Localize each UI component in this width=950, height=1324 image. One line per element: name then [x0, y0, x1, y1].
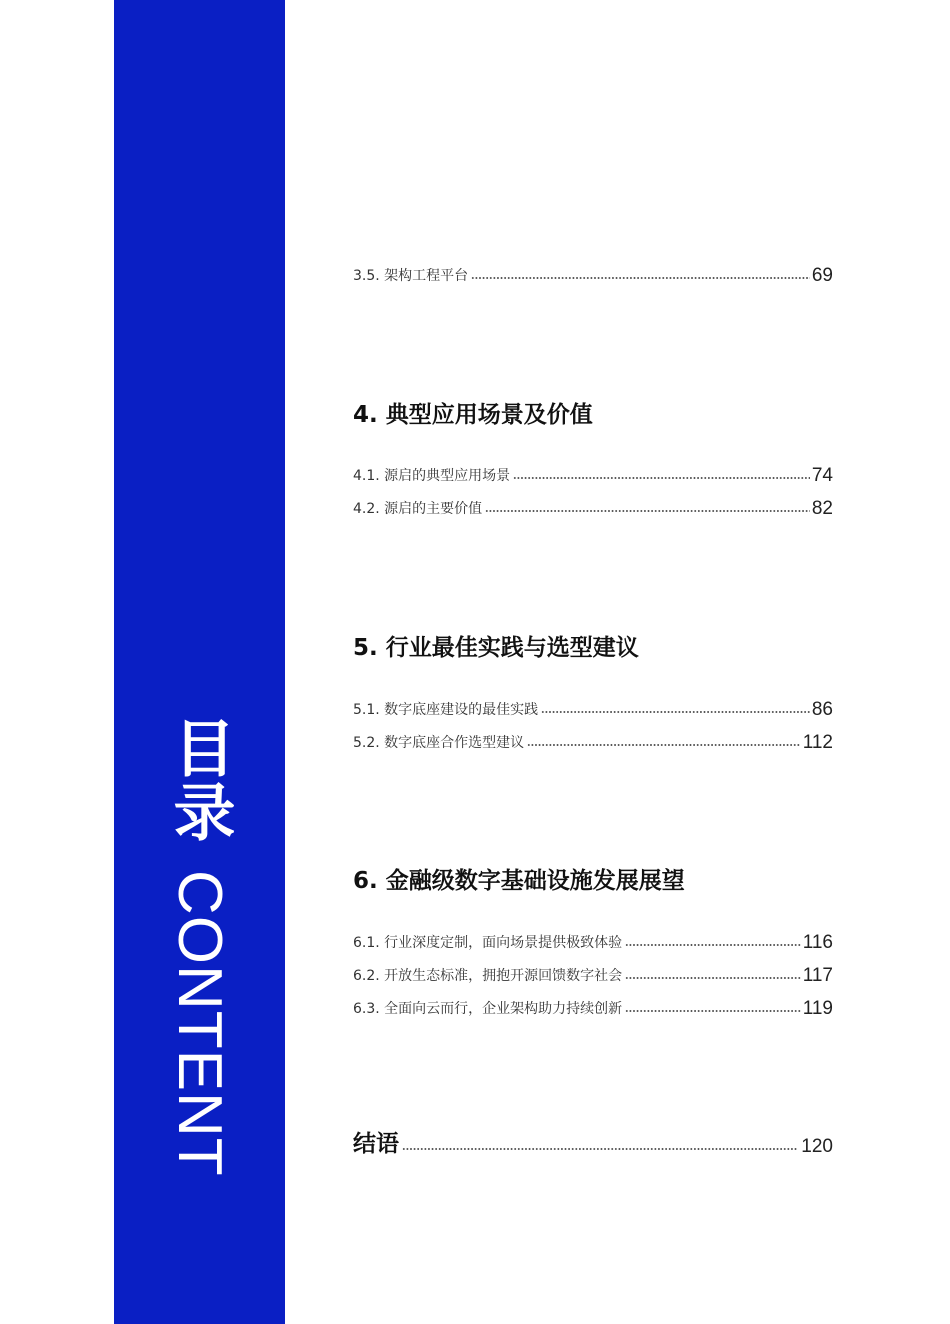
toc-entry-6-3[interactable]: [353, 996, 833, 1018]
dot-leader: [625, 1009, 801, 1013]
toc-heading-en: CONTENT: [165, 870, 234, 1177]
section-title-4[interactable]: 4. 典型应用场景及价值: [353, 402, 593, 428]
dot-leader: [513, 476, 810, 480]
toc-entry-page: 86: [811, 699, 833, 720]
dot-leader: [541, 710, 810, 714]
toc-entry-label: 3.5. 架构工程平台: [353, 268, 469, 284]
closing-page: 120: [801, 1136, 833, 1157]
section-title-5[interactable]: 5. 行业最佳实践与选型建议: [353, 635, 639, 661]
toc-entry-label: 6.1. 行业深度定制，面向场景提供极致体验: [353, 935, 623, 951]
dot-leader: [402, 1147, 798, 1151]
toc-entry-label: 6.2. 开放生态标准，拥抱开源回馈数字社会: [353, 968, 623, 984]
toc-entry-label: 5.2. 数字底座合作选型建议: [353, 735, 525, 751]
dot-leader: [527, 743, 801, 747]
closing-label: 结语: [353, 1131, 399, 1157]
toc-entry-5-1[interactable]: [353, 697, 833, 719]
toc-entry-label: 4.1. 源启的典型应用场景: [353, 468, 511, 484]
toc-entry-label: 5.1. 数字底座建设的最佳实践: [353, 702, 539, 718]
dot-leader: [625, 976, 801, 980]
dot-leader: [625, 943, 801, 947]
dot-leader: [471, 276, 810, 280]
toc-entry-page: 69: [811, 265, 833, 286]
toc-entry-4-1[interactable]: [353, 463, 833, 485]
toc-entry-page: 112: [802, 732, 833, 753]
toc-entry-4-2[interactable]: [353, 496, 833, 518]
toc-entry-page: 117: [802, 965, 833, 986]
toc-entry-label: 4.2. 源启的主要价值: [353, 501, 483, 517]
toc-entry-page: 82: [811, 498, 833, 519]
toc-entry-6-1[interactable]: [353, 930, 833, 952]
toc-entry-label: 6.3. 全面向云而行，企业架构助力持续创新: [353, 1001, 623, 1017]
toc-heading: [163, 716, 236, 1177]
toc-entry-page: 119: [802, 998, 833, 1019]
toc-entry-3-5[interactable]: [353, 263, 833, 285]
toc-heading-cn: 目录: [163, 716, 236, 844]
toc-entry-closing[interactable]: [353, 1128, 833, 1158]
section-title-6[interactable]: 6. 金融级数字基础设施发展展望: [353, 868, 685, 894]
toc-entry-page: 116: [802, 932, 833, 953]
toc-entry-6-2[interactable]: [353, 963, 833, 985]
toc-entry-page: 74: [811, 465, 833, 486]
dot-leader: [485, 509, 810, 513]
toc-entry-5-2[interactable]: [353, 730, 833, 752]
